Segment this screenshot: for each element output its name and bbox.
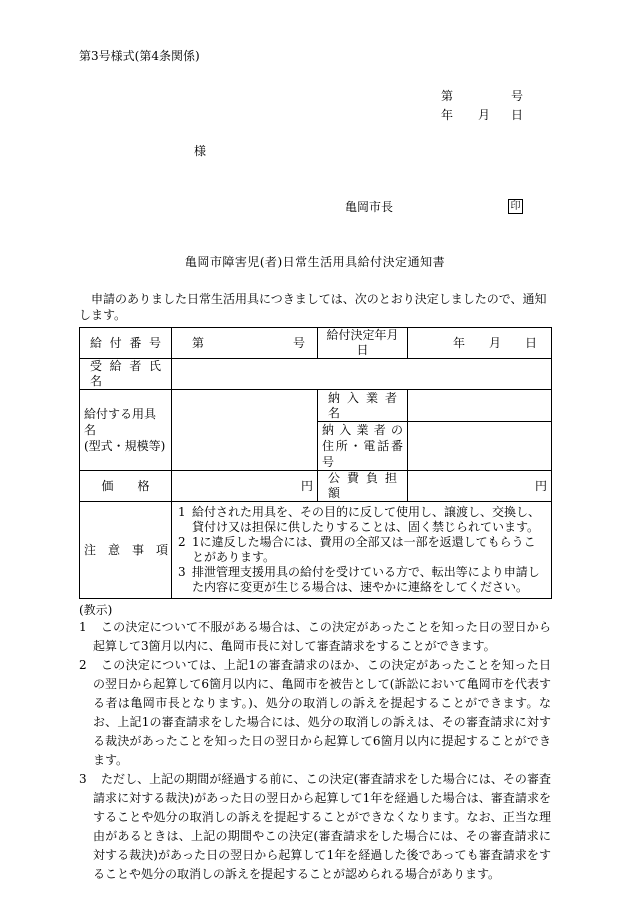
- decision-date-label: 給付決定年月日: [318, 328, 408, 359]
- item-value: [172, 390, 318, 471]
- note-item: [178, 505, 545, 535]
- document-number-dai: 第: [441, 89, 454, 103]
- price-value: 円: [172, 471, 318, 502]
- instruction-item: [79, 770, 551, 884]
- grant-table: [79, 327, 552, 599]
- vendor-name-label: 納 入 業 者 名: [318, 390, 408, 422]
- issuer-name: 亀岡市長: [345, 200, 394, 214]
- vendor-name-value: [408, 390, 552, 422]
- instruction-number: 1: [79, 620, 87, 634]
- vendor-address-label-line1: 納 入 業 者 の: [322, 423, 403, 437]
- form-number: 第3号様式(第4条関係): [79, 49, 200, 63]
- instruction-number: 3: [79, 772, 87, 786]
- note-number: 3: [178, 565, 186, 579]
- price-label: 価 格: [80, 471, 172, 502]
- instructions-heading: (教示): [79, 603, 113, 617]
- recipient-name-value: [172, 359, 552, 390]
- note-text: 給付された用具を、その目的に反して使用し、譲渡し、交換し、貸付け又は担保に供したりすることは、固く禁じられています。: [192, 505, 541, 534]
- document-number-go: 号: [511, 89, 524, 103]
- item-label-line2: (型式・規模等): [84, 439, 166, 453]
- note-number: 1: [178, 505, 186, 519]
- vendor-address-value: [408, 422, 552, 471]
- instruction-number: 2: [79, 658, 87, 672]
- issue-date-day: 日: [511, 108, 524, 122]
- instruction-text: ただし、上記の期間が経過する前に、この決定(審査請求をした場合には、その審査請求に対する裁決)があった日の翌日から起算して1年を経過した場合は、審査請求をすることや処分の取消しの訴えを提起することができなくなります。なお、正当な理由があるときは、上記の期間やこの決定(審査請求をした場合には、その審査請求に対する裁決)があった日の翌日から起算して1年を経過した後であっても審査請求をすることや処分の取消しの訴えを提起することが認められる場合があります。: [93, 772, 551, 881]
- grant-number-go: 号: [292, 335, 305, 350]
- recipient-suffix: 様: [194, 144, 207, 158]
- decision-date-value: 年 月 日: [408, 328, 552, 359]
- note-item: [178, 565, 545, 595]
- note-text: 排泄管理支援用具の給付を受けている方で、転出等により申請した内容に変更が生じる場合は、速やかに連絡をしてください。: [192, 565, 540, 594]
- instructions-list: [79, 618, 551, 884]
- item-label: [80, 390, 172, 471]
- note-text: 1に違反した場合には、費用の全部又は一部を返還してもらうことがあります。: [192, 535, 536, 564]
- instruction-text: この決定について不服がある場合は、この決定があったことを知った日の翌日から起算して3箇月以内に、亀岡市長に対して審査請求をすることができます。: [93, 620, 551, 653]
- intro-text: 申請のありました日常生活用具につきましては、次のとおり決定しましたので、通知します。: [79, 292, 547, 322]
- copay-label: 公 費 負 担 額: [318, 471, 408, 502]
- note-item: [178, 535, 545, 565]
- notes-cell: [172, 502, 552, 599]
- instruction-item: [79, 618, 551, 656]
- seal-box: 印: [508, 199, 523, 214]
- issue-date-month: 月: [478, 108, 491, 122]
- grant-number-dai: 第: [192, 335, 205, 350]
- instruction-text: この決定については、上記1の審査請求のほか、この決定があったことを知った日の翌日から起算して6箇月以内に、亀岡市を被告として(訴訟において亀岡市を代表する者は亀岡市長となります。)、処分の取消しの訴えを提起することができます。なお、上記1の審査請求をした場合には、処分の取消しの訴えは、その審査請求に対する裁決があったことを知った日の翌日から起算して6箇月以内に提起することができます。: [93, 658, 551, 767]
- vendor-address-label: [318, 422, 408, 471]
- note-number: 2: [178, 535, 186, 549]
- instruction-item: [79, 656, 551, 770]
- issue-date-year: 年: [441, 108, 454, 122]
- copay-value: 円: [408, 471, 552, 502]
- vendor-address-label-line2: 住所・電話番号: [322, 439, 403, 469]
- item-label-line1: 給付する用具名: [84, 407, 157, 437]
- grant-number-cell: [172, 328, 318, 359]
- grant-number-label: 給 付 番 号: [80, 328, 172, 359]
- notes-label: 注 意 事 項: [80, 502, 172, 599]
- recipient-name-label: 受 給 者 氏 名: [80, 359, 172, 390]
- document-title: 亀岡市障害児(者)日常生活用具給付決定通知書: [184, 255, 446, 269]
